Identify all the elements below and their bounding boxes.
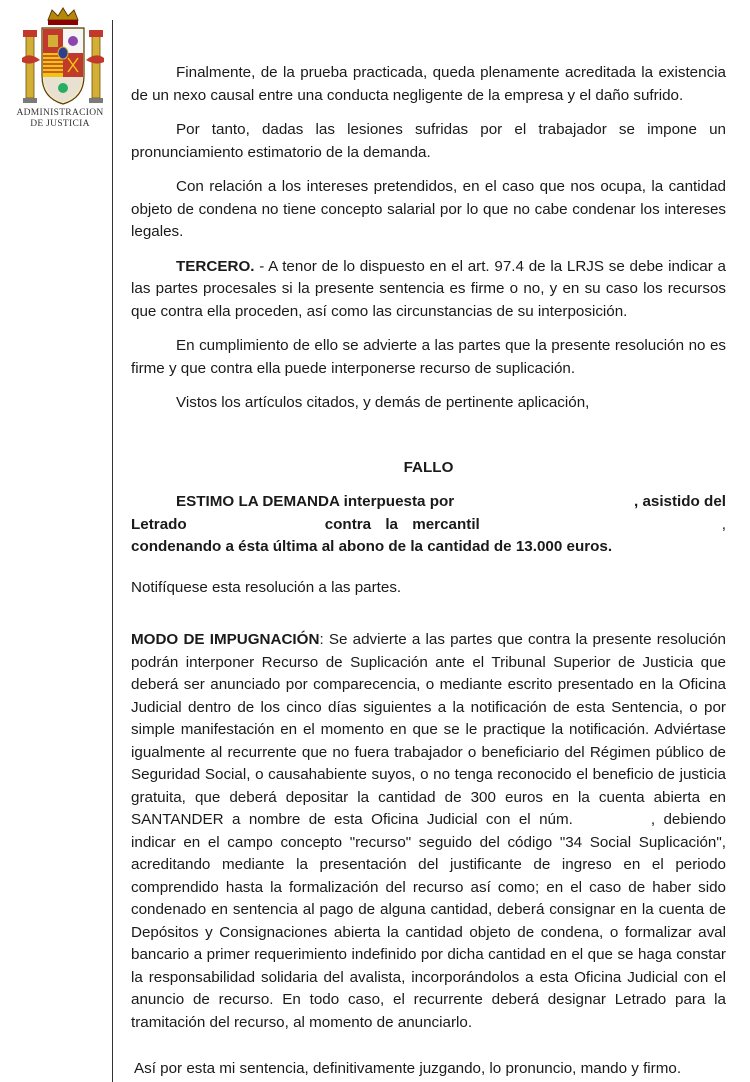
paragraph-intereses: Con relación a los intereses pretendidos, en el caso que nos ocupa, la cantidad objeto de condena no tiene concepto salarial por lo que no cabe condenar los intereses legales. <box>131 178 726 240</box>
impugnacion-label: MODO DE IMPUGNACIÓN <box>131 631 320 648</box>
fallo-comma: , <box>721 515 726 533</box>
impugnacion-text-b: , debiendo indicar en el campo concepto "recurso" seguido del código "34 Social Suplicación", acreditando mediante la presentación del justificante de ingreso en el periodo comprendido hasta la formalización del recurso así como; en el caso de haber sido condenado en sentencia al pago de alguna cantidad, deberá consignar en la cuenta de Depósitos y Consignaciones abierta la cantidad objeto de condena, o formalizar aval bancario a primer requerimiento indefinido por dicha cantidad en el que se haga constar la responsabilidad solidaria del avalista, incorporándolos a esta Oficina Judicial con el anuncio de recurso. En todo caso, el recurrente deberá designar Letrado para la tramitación del recurso, al momento de anunciarlo. <box>131 811 726 1031</box>
fallo-line-2 <box>131 514 726 537</box>
caption-line-2: DE JUSTICIA <box>30 119 90 129</box>
paragraph-closing: Así por esta mi sentencia, definitivamente juzgando, lo pronuncio, mando y firmo. <box>134 1060 682 1077</box>
document-body <box>131 62 726 1081</box>
fallo-heading: FALLO <box>403 458 454 476</box>
coat-of-arms-icon <box>18 6 108 116</box>
tercero-label: TERCERO. <box>176 257 255 275</box>
paragraph-notifiquese: Notifíquese esta resolución a las partes. <box>131 578 402 596</box>
paragraph-tercero <box>131 256 726 324</box>
fallo-estimo: ESTIMO LA DEMANDA interpuesta por <box>176 493 455 510</box>
fallo-asistido: , asistido del <box>634 493 726 510</box>
paragraph-pronunciamiento: Por tanto, dadas las lesiones sufridas por el trabajador se impone un pronunciamiento estimatorio de la demanda. <box>131 121 726 161</box>
paragraph-impugnacion <box>131 629 726 1034</box>
paragraph-vistos: Vistos los artículos citados, y demás de pertinente aplicación, <box>176 394 590 411</box>
paragraph-advertencia: En cumplimiento de ello se advierte a las partes que la presente resolución no es firme y que contra ella puede interponerse recurso de suplicación. <box>131 337 726 377</box>
fallo-line-3: condenando a ésta última al abono de la cantidad de 13.000 euros. <box>131 538 613 555</box>
margin-rule <box>112 20 113 1082</box>
crest-caption <box>10 108 110 130</box>
fallo-line-1 <box>131 491 726 514</box>
fallo-letrado: Letrado <box>131 515 187 533</box>
paragraph-prueba: Finalmente, de la prueba practicada, queda plenamente acreditada la existencia de un nexo causal entre una conducta negligente de la empresa y el daño sufrido. <box>131 64 726 104</box>
impugnacion-text-a: : Se advierte a las partes que contra la presente resolución podrán interponer Recurso de Suplicación ante el Tribunal Superior de Justicia que deberá ser anunciado por comparecencia, o mediante escrito presentado en la Oficina Judicial dentro de los cinco días siguientes a la notificación de esta Sentencia, o por simple manifestación en el momento en que se le practique la notificación. Adviértase igualmente al recurrente que no fuera trabajador o beneficiario del Régimen público de Seguridad Social, o causahabiente suyos, o no tenga reconocido el beneficio de justicia gratuita, que deberá depositar la cantidad de 300 euros en la cuenta abierta en SANTANDER a nombre de esta Oficina Judicial con el núm. <box>131 631 726 828</box>
caption-line-1: ADMINISTRACION <box>16 108 104 118</box>
fallo-block <box>131 491 726 559</box>
fallo-contra: contra la mercantil <box>324 515 480 533</box>
tercero-text: - A tenor de lo dispuesto en el art. 97.4 de la LRJS se debe indicar a las partes procesales si la presente sentencia es firme o no, y en su caso los recursos que contra ella proceden, así como las circunstancias de su interposición. <box>131 257 726 320</box>
